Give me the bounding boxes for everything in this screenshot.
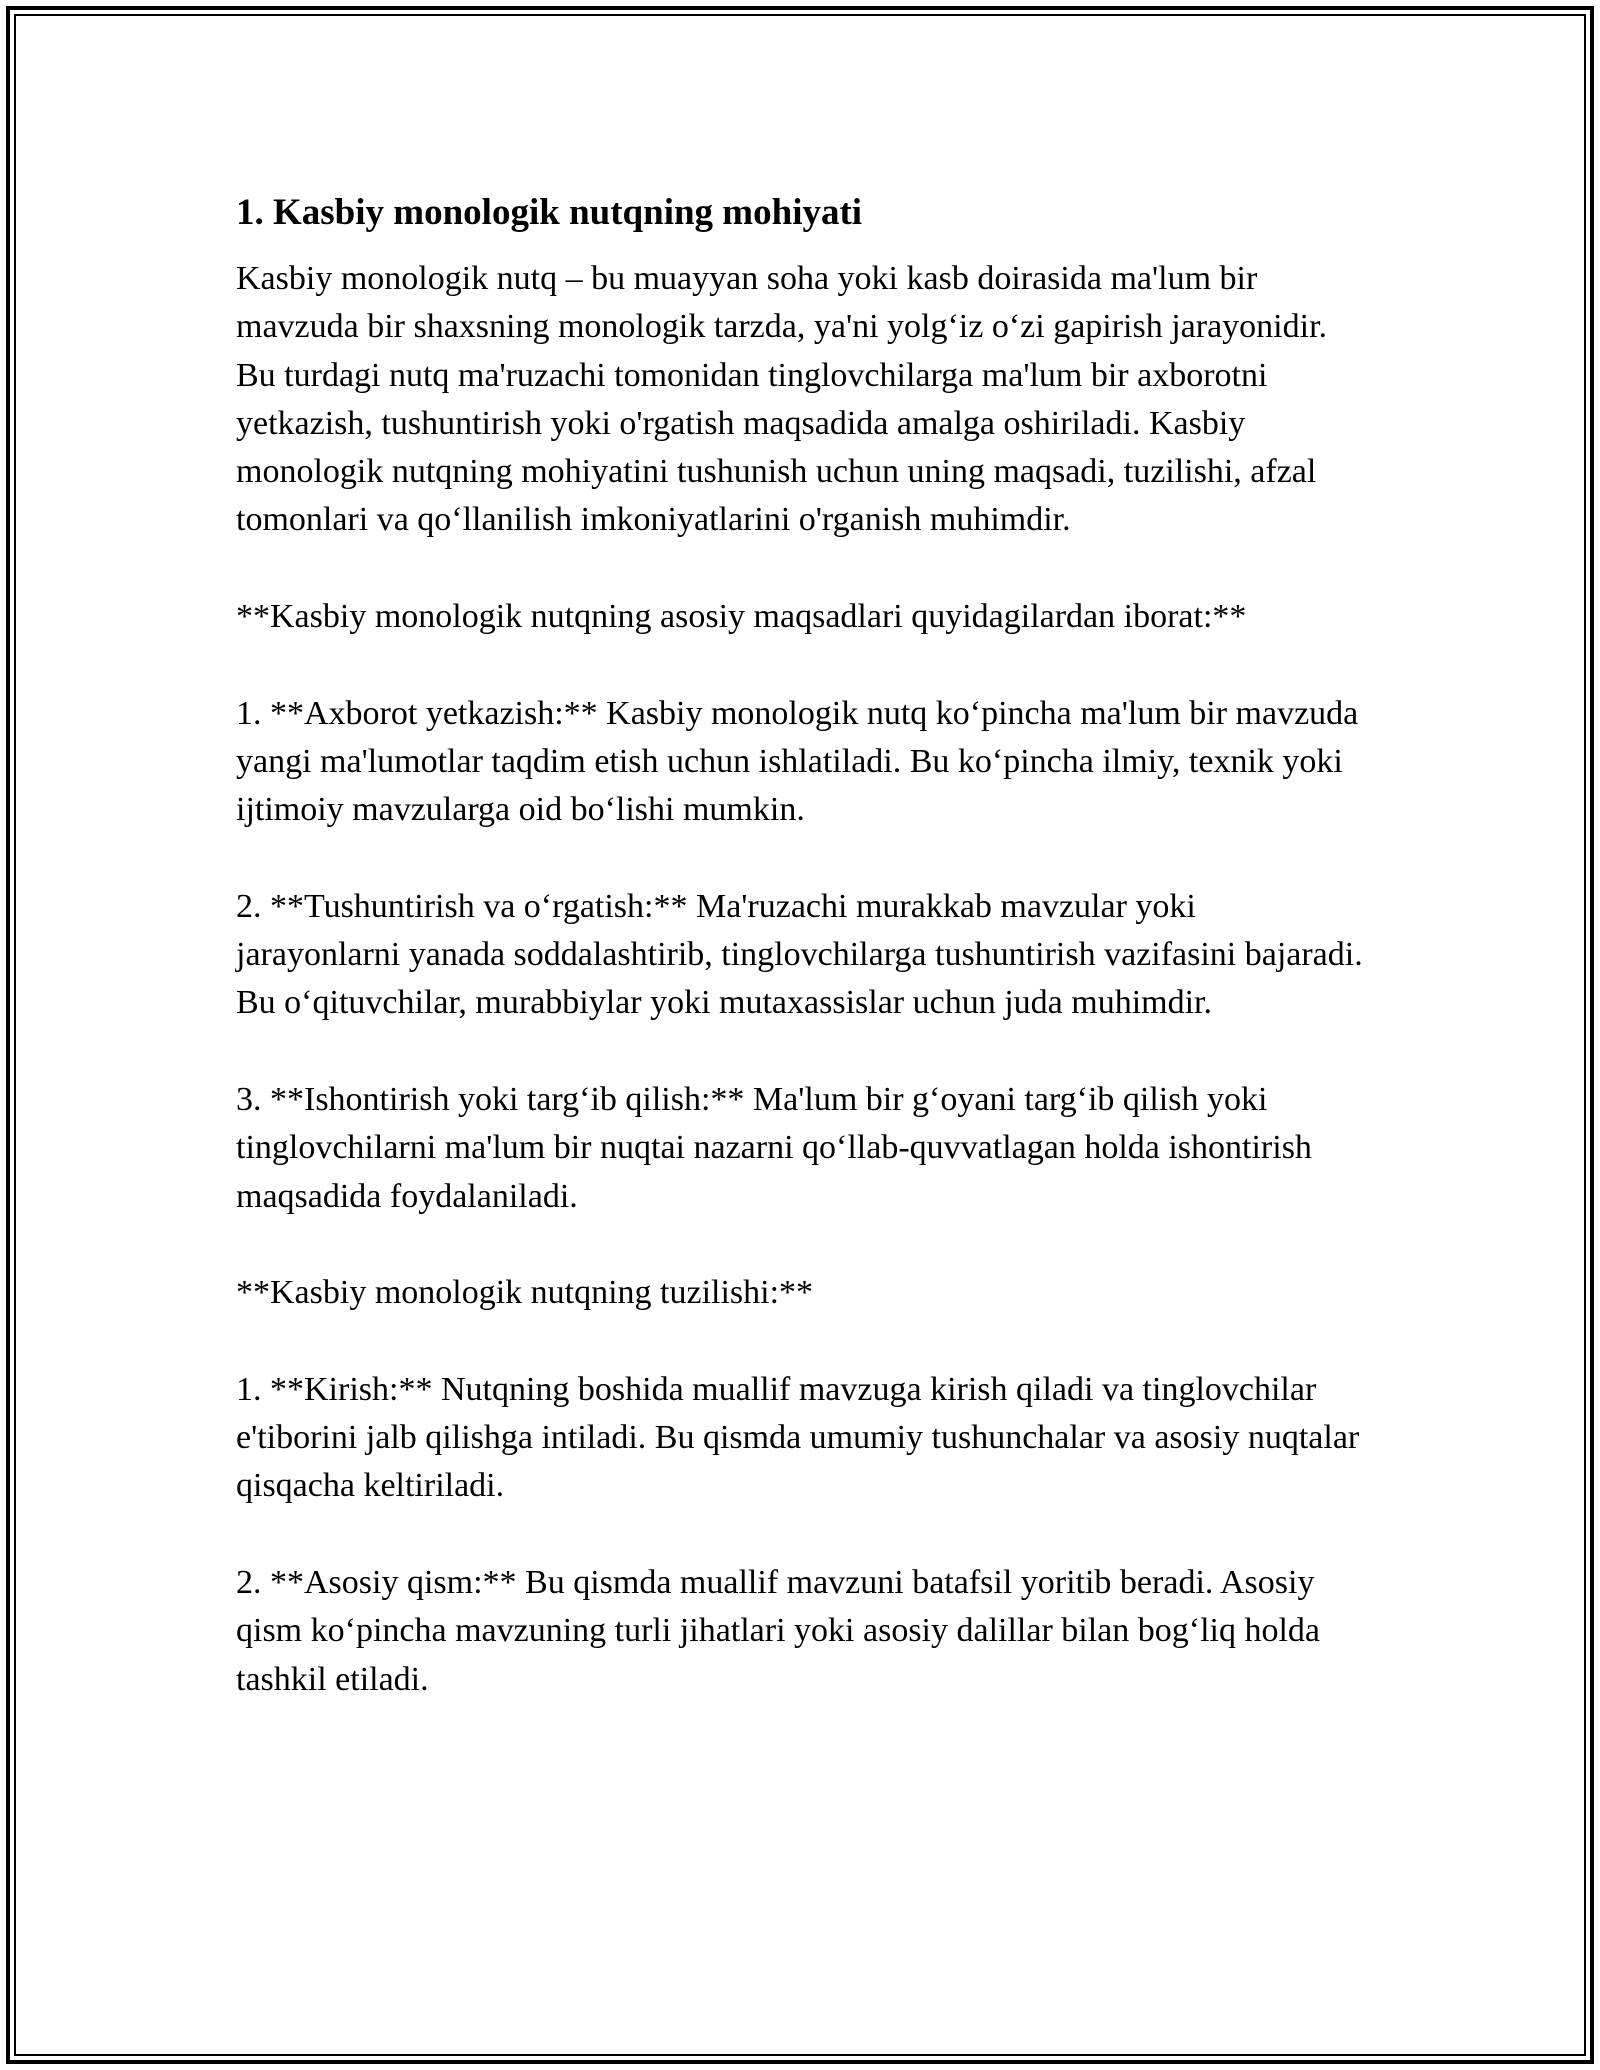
structure-subheading: **Kasbiy monologik nutqning tuzilishi:** [236, 1274, 814, 1312]
structure-item-2: 2. **Asosiy qism:** Bu qismda muallif mavzuni batafsil yoritib beradi. Asosiy qism ko‘pincha mavzuning turli jihatlari yoki asosiy dalillar bilan bog‘liq holda tashkil etiladi. [236, 1564, 1321, 1698]
goal-item-2: 2. **Tushuntirish va o‘rgatish:** Ma'ruzachi murakkab mavzular yoki jarayonlarni yanada soddalashtirib, tinglovchilarga tushuntirish vazifasini bajaradi. Bu o‘qituvchilar, murabbiylar yoki mutaxassislar uchun juda muhimdir. [236, 887, 1363, 1022]
document-body [236, 180, 1366, 1704]
intro-paragraph: Kasbiy monologik nutq – bu muayyan soha yoki kasb doirasida ma'lum bir mavzuda bir shaxsning monologik tarzda, ya'ni yolg‘iz o‘zi gapirish jarayonidir. Bu turdagi nutq ma'ruzachi tomonidan tinglovchilarga ma'lum bir axborotni yetkazish, tushuntirish yoki o'rgatish maqsadida amalga oshiriladi. Kasbiy monologik nutqning mohiyatini tushunish uchun uning maqsadi, tuzilishi, afzal tomonlari va qo‘llanilish imkoniyatlarini o'rganish muhimdir. [236, 260, 1328, 539]
goal-item-3: 3. **Ishontirish yoki targ‘ib qilish:** Ma'lum bir g‘oyani targ‘ib qilish yoki tinglovchilarni ma'lum bir nuqtai nazarni qo‘llab-quvvatlagan holda ishontirish maqsadida foydalaniladi. [236, 1081, 1312, 1215]
goal-item-1: 1. **Axborot yetkazish:** Kasbiy monologik nutq ko‘pincha ma'lum bir mavzuda yangi ma'lumotlar taqdim etish uchun ishlatiladi. Bu ko‘pincha ilmiy, texnik yoki ijtimoiy mavzularga oid bo‘lishi mumkin. [236, 694, 1359, 829]
section-heading: 1. Kasbiy monologik nutqning mohiyati [236, 192, 863, 233]
goals-subheading: **Kasbiy monologik nutqning asosiy maqsadlari quyidagilardan iborat:** [236, 598, 1247, 636]
structure-item-1: 1. **Kirish:** Nutqning boshida muallif mavzuga kirish qiladi va tinglovchilar e'tiborini jalb qilishga intiladi. Bu qismda umumiy tushunchalar va asosiy nuqtalar qisqacha keltiriladi. [236, 1370, 1360, 1505]
